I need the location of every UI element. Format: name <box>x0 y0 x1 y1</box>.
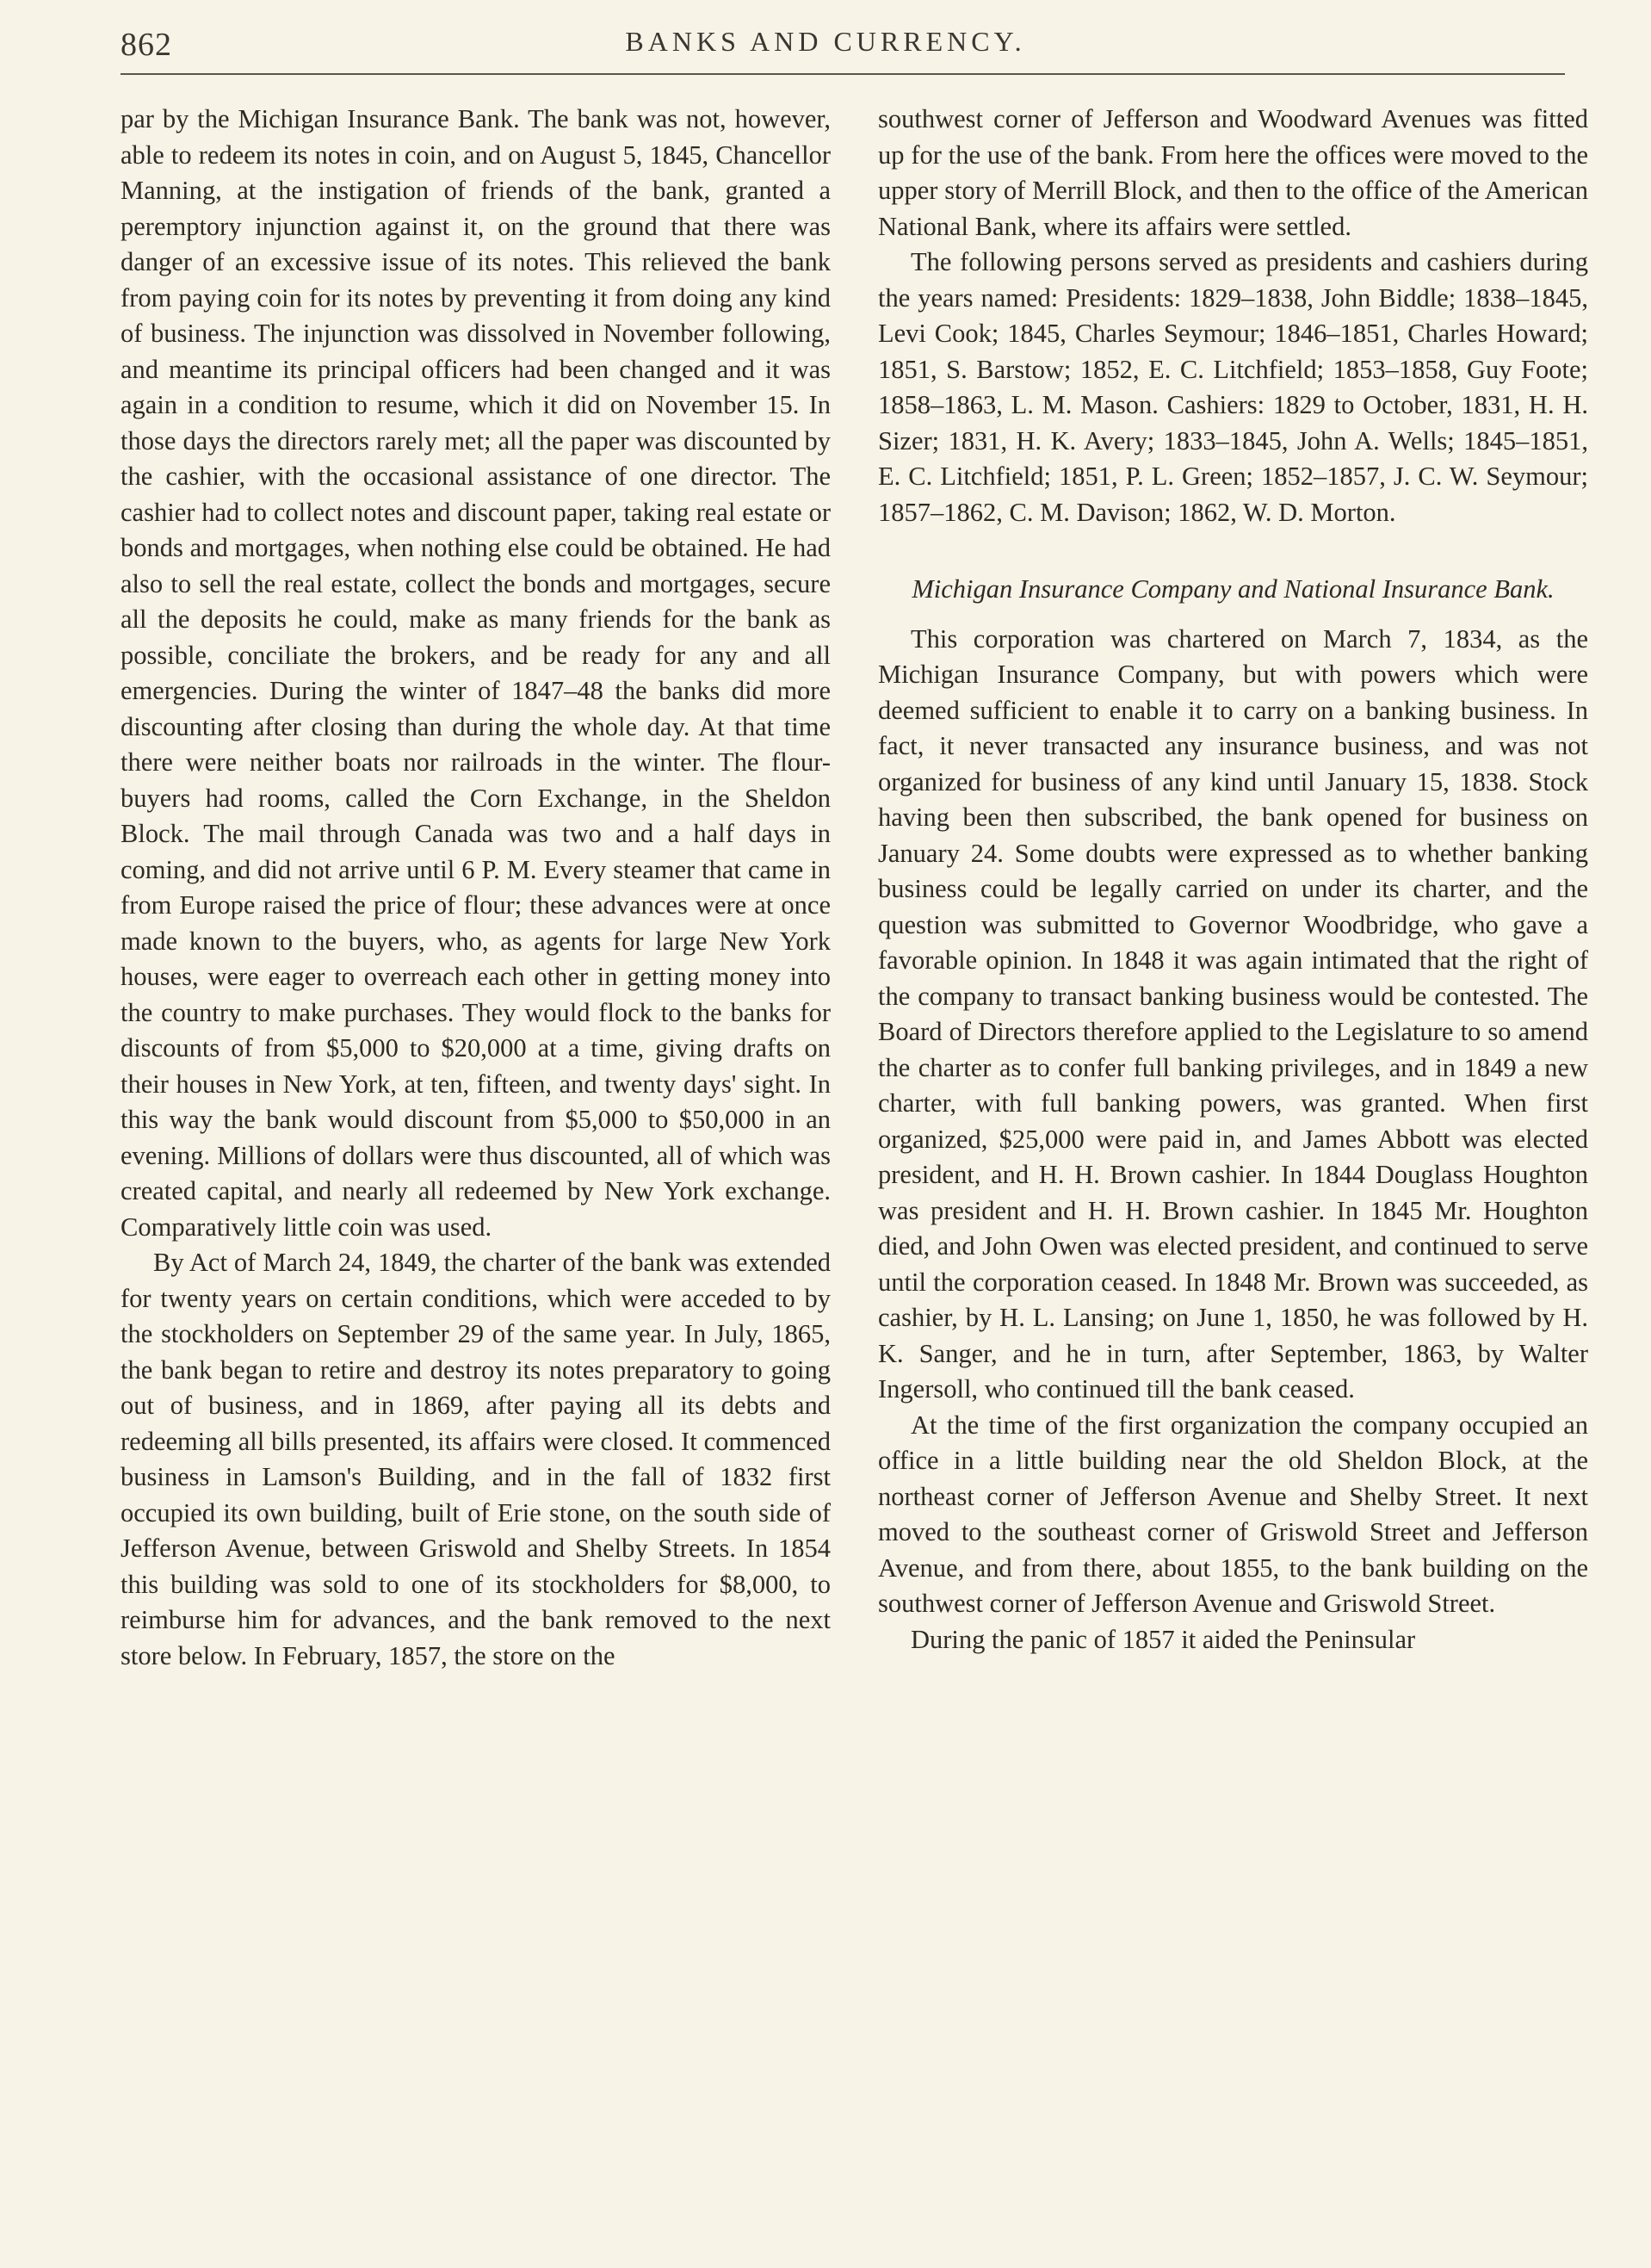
running-title: BANKS AND CURRENCY. <box>625 26 1026 57</box>
right-paragraph-2: The following persons served as presidents and cashiers during the years named: Presidents: 1829–1838, John Biddle; 1838–1845, Levi Cook; 1845, Charles Seymour; 1846–1851, Charles Howard; 1851, S. Barstow; 1852, E. C. Litchfield; 1853–1858, Guy Foote; 1858–1863, L. M. Mason. Cashiers: 1829 to October, 1831, H. H. Sizer; 1831, H. K. Avery; 1833–1845, John A. Wells; 1845–1851, E. C. Litchfield; 1851, P. L. Green; 1852–1857, J. C. W. Seymour; 1857–1862, C. M. Davison; 1862, W. D. Morton. <box>878 247 1588 527</box>
right-paragraph-5: During the panic of 1857 it aided the Peninsular <box>911 1624 1416 1654</box>
page-number: 862 <box>121 27 172 63</box>
header-rule <box>121 73 1565 75</box>
right-paragraph-3: This corporation was chartered on March 7, 1834, as the Michigan Insurance Company, but with powers which were deemed sufficient to enable it to carry on a banking business. In fact, it never transacted any insurance business, and was not organized for business of any kind until January 15, 1838. Stock having been then subscribed, the bank opened for business on January 24. Some doubts were expressed as to whether banking business could be legally carried on under its charter, and the question was submitted to Governor Woodbridge, who gave a favorable opinion. In 1848 it was again intimated that the right of the company to transact banking business would be contested. The Board of Directors therefore applied to the Legislature to so amend the charter as to confer full banking privileges, and in 1849 a new charter, with full banking powers, was granted. When first organized, $25,000 were paid in, and James Abbott was elected president, and H. H. Brown cashier. In 1844 Douglass Houghton was president and H. H. Brown cashier. In 1845 Mr. Houghton died, and John Owen was elected president, and continued to serve until the corporation ceased. In 1848 Mr. Brown was succeeded, as cashier, by H. L. Lansing; on June 1, 1850, he was followed by H. K. Sanger, and he in turn, after September, 1863, by Walter Ingersoll, who continued till the bank ceased. <box>878 623 1588 1404</box>
right-paragraph-4: At the time of the first organization the company occupied an office in a little building near the old Sheldon Block, at the northeast corner of Jefferson Avenue and Shelby Street. It next moved to the southeast corner of Griswold Street and Jefferson Avenue, and from there, about 1855, to the bank building on the southwest corner of Jefferson Avenue and Griswold Street. <box>878 1410 1588 1618</box>
section-title: Michigan Insurance Company and National Insurance Bank. <box>912 574 1555 604</box>
left-paragraph-2: By Act of March 24, 1849, the charter of the bank was extended for twenty years on certain conditions, which were acceded to by the stockholders on September 29 of the same year. In July, 1865, the bank began to retire and destroy its notes preparatory to going out of business, and in 1869, after paying all its debts and redeeming all bills presented, its affairs were closed. It commenced business in Lamson's Building, and in the fall of 1832 first occupied its own building, built of Erie stone, on the south side of Jefferson Avenue, between Griswold and Shelby Streets. In 1854 this building was sold to one of its stockholders for $8,000, to reimburse him for advances, and the bank removed to the next store below. In February, 1857, the store on the <box>121 1248 831 1670</box>
left-column <box>121 102 831 1674</box>
right-column <box>878 102 1588 1658</box>
left-paragraph-1: par by the Michigan Insurance Bank. The bank was not, however, able to redeem its notes in coin, and on August 5, 1845, Chancellor Manning, at the instigation of friends of the bank, granted a peremptory injunction against it, on the ground that there was danger of an excessive issue of its notes. This relieved the bank from paying coin for its notes by preventing it from doing any kind of business. The injunction was dissolved in November following, and meantime its principal officers had been changed and it was again in a condition to resume, which it did on November 15. In those days the directors rarely met; all the paper was discounted by the cashier, with the occasional assistance of one director. The cashier had to collect notes and discount paper, taking real estate or bonds and mortgages, when nothing else could be obtained. He had also to sell the real estate, collect the bonds and mortgages, secure all the deposits he could, make as many friends for the bank as possible, conciliate the brokers, and be ready for any and all emergencies. During the winter of 1847–48 the banks did more discounting after closing than during the whole day. At that time there were neither boats nor railroads in the winter. The flour-buyers had rooms, called the Corn Exchange, in the Sheldon Block. The mail through Canada was two and a half days in coming, and did not arrive until 6 P. M. Every steamer that came in from Europe raised the price of flour; these advances were at once made known to the buyers, who, as agents for large New York houses, were eager to overreach each other in getting money into the country to make purchases. They would flock to the banks for discounts of from $5,000 to $20,000 at a time, giving drafts on their houses in New York, at ten, fifteen, and twenty days' sight. In this way the bank would discount from $5,000 to $50,000 in an evening. Millions of dollars were thus discounted, all of which was created capital, and nearly all redeemed by New York exchange. Comparatively little coin was used. <box>121 104 831 1242</box>
right-paragraph-1: southwest corner of Jefferson and Woodward Avenues was fitted up for the use of the bank. From here the offices were moved to the upper story of Merrill Block, and then to the office of the American National Bank, where its affairs were settled. <box>878 104 1588 241</box>
